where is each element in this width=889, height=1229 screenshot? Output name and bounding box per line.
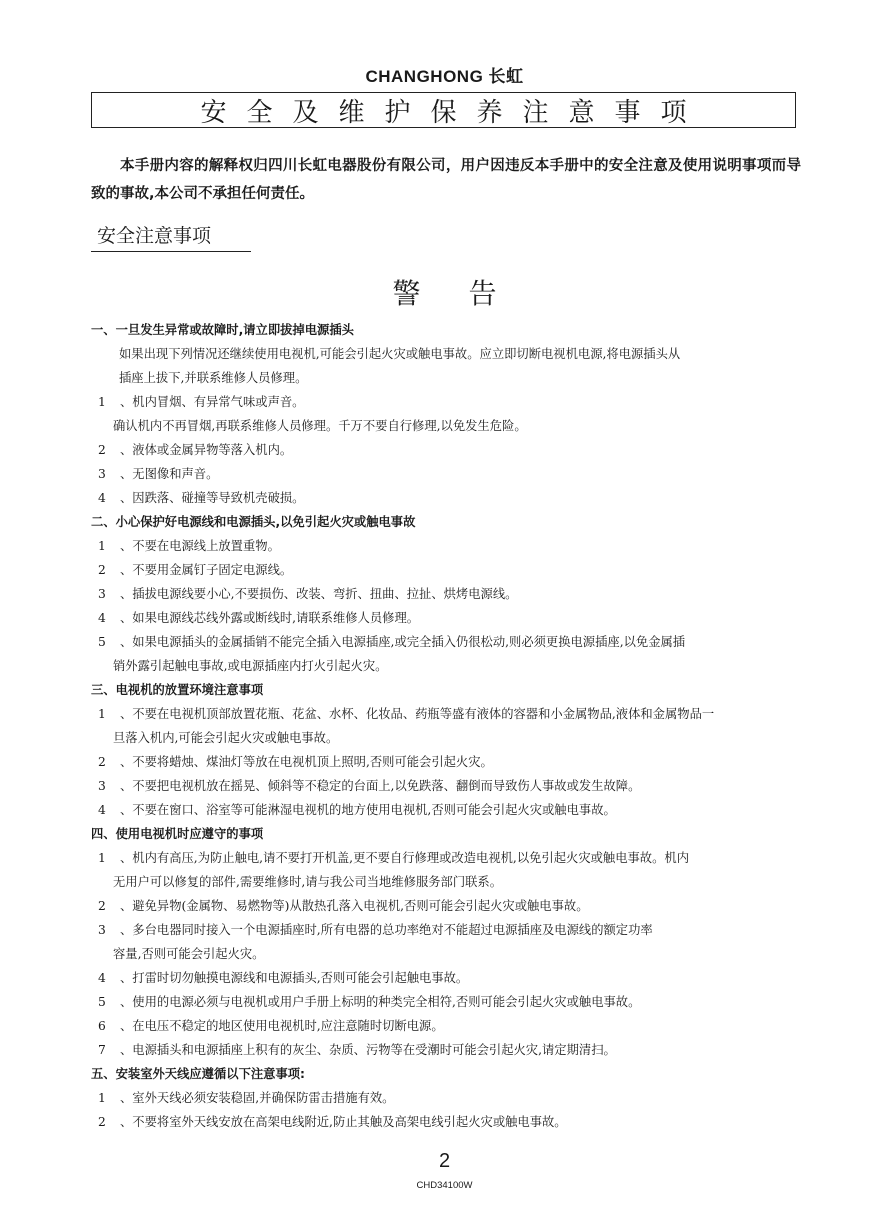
item-number: 2 <box>98 755 106 769</box>
item-text: 、机内有高压,为防止触电,请不要打开机盖,更不要自行修理或改造电视机,以免引起火灾或触电事故。机内 <box>120 851 689 865</box>
warning-heading: 警告 <box>392 277 545 310</box>
list-item <box>91 438 803 462</box>
group-title: 五、安装室外天线应遵循以下注意事项: <box>91 1067 305 1081</box>
item-number: 4 <box>98 491 106 505</box>
item-text: 、不要把电视机放在摇晃、倾斜等不稳定的台面上,以免跌落、翻倒而导致伤人事故或发生故障。 <box>120 779 641 793</box>
group-title: 四、使用电视机时应遵守的事项 <box>91 827 264 841</box>
item-text: 、打雷时切勿触摸电源线和电源插头,否则可能会引起触电事故。 <box>120 971 469 985</box>
list-item <box>91 1014 803 1038</box>
list-item <box>91 1086 803 1110</box>
item-text: 、机内冒烟、有异常气味或声音。 <box>120 395 305 409</box>
item-text: 、不要将室外天线安放在高架电线附近,防止其触及高架电线引起火灾或触电事故。 <box>120 1115 567 1129</box>
item-continuation: 无用户可以修复的部件,需要维修时,请与我公司当地维修服务部门联系。 <box>113 875 503 889</box>
item-number: 3 <box>98 467 106 481</box>
brand-logo: CHANGHONG 长虹 <box>365 67 524 86</box>
list-item <box>91 486 803 510</box>
item-text: 、液体或金属异物等落入机内。 <box>120 443 293 457</box>
group-paragraph: 插座上拔下,并联系维修人员修理。 <box>119 371 308 385</box>
item-number: 1 <box>98 539 106 553</box>
item-text: 、如果电源线芯线外露或断线时,请联系维修人员修理。 <box>120 611 420 625</box>
item-text: 、多台电器同时接入一个电源插座时,所有电器的总功率绝对不能超过电源插座及电源线的额定功率 <box>120 923 653 937</box>
list-item <box>91 918 803 942</box>
section-heading: 安全注意事项 <box>91 222 251 252</box>
item-number: 1 <box>98 707 106 721</box>
list-item <box>91 1110 803 1134</box>
item-number: 7 <box>98 1043 106 1057</box>
item-number: 5 <box>98 635 106 649</box>
item-text: 、使用的电源必须与电视机或用户手册上标明的种类完全相符,否则可能会引起火灾或触电事故。 <box>120 995 641 1009</box>
item-number: 3 <box>98 923 106 937</box>
item-text: 、不要用金属钉子固定电源线。 <box>120 563 293 577</box>
item-text: 、室外天线必须安装稳固,并确保防雷击措施有效。 <box>120 1091 395 1105</box>
item-number: 6 <box>98 1019 106 1033</box>
list-item <box>91 894 803 918</box>
item-number: 3 <box>98 587 106 601</box>
group-title: 三、电视机的放置环境注意事项 <box>91 683 264 697</box>
item-number: 2 <box>98 899 106 913</box>
group-title: 一、一旦发生异常或故障时,请立即拔掉电源插头 <box>91 323 354 337</box>
list-item <box>91 534 803 558</box>
list-item <box>91 630 803 654</box>
item-text: 、不要在窗口、浴室等可能淋湿电视机的地方使用电视机,否则可能会引起火灾或触电事故。 <box>120 803 616 817</box>
item-text: 、因跌落、碰撞等导致机壳破损。 <box>120 491 305 505</box>
intro-disclaimer: 本手册内容的解释权归四川长虹电器股份有限公司，用户因违反本手册中的安全注意及使用说明事项而导致的事故,本公司不承担任何责任。 <box>91 158 801 202</box>
item-text: 、插拔电源线要小心,不要损伤、改装、弯折、扭曲、拉扯、烘烤电源线。 <box>120 587 518 601</box>
item-number: 2 <box>98 443 106 457</box>
item-number: 4 <box>98 803 106 817</box>
item-continuation: 确认机内不再冒烟,再联系维修人员修理。千万不要自行修理,以免发生危险。 <box>113 419 527 433</box>
list-item <box>91 846 803 870</box>
page-code: CHD34100W <box>416 1180 473 1191</box>
page-title: 安全及维护保养注意事项 <box>200 97 707 128</box>
safety-content <box>91 318 803 1134</box>
list-item <box>91 606 803 630</box>
item-text: 、不要将蜡烛、煤油灯等放在电视机顶上照明,否则可能会引起火灾。 <box>120 755 493 769</box>
item-text: 、避免异物(金属物、易燃物等)从散热孔落入电视机,否则可能会引起火灾或触电事故。 <box>120 899 589 913</box>
item-number: 2 <box>98 563 106 577</box>
page-title-box <box>91 92 796 128</box>
item-number: 1 <box>98 395 106 409</box>
item-text: 、不要在电源线上放置重物。 <box>120 539 280 553</box>
list-item <box>91 774 803 798</box>
item-number: 2 <box>98 1115 106 1129</box>
list-item <box>91 582 803 606</box>
item-text: 、如果电源插头的金属插销不能完全插入电源插座,或完全插入仍很松动,则必须更换电源插座,以免金属插 <box>120 635 686 649</box>
item-text: 、在电压不稳定的地区使用电视机时,应注意随时切断电源。 <box>120 1019 444 1033</box>
list-item <box>91 702 803 726</box>
item-number: 4 <box>98 971 106 985</box>
list-item <box>91 750 803 774</box>
item-number: 1 <box>98 851 106 865</box>
list-item <box>91 558 803 582</box>
item-text: 、电源插头和电源插座上积有的灰尘、杂质、污物等在受潮时可能会引起火灾,请定期清扫。 <box>120 1043 616 1057</box>
item-number: 3 <box>98 779 106 793</box>
item-number: 4 <box>98 611 106 625</box>
item-text: 、无图像和声音。 <box>120 467 219 481</box>
list-item <box>91 990 803 1014</box>
list-item <box>91 1038 803 1062</box>
page-number: 2 <box>438 1150 451 1172</box>
item-continuation: 容量,否则可能会引起火灾。 <box>113 947 265 961</box>
item-text: 、不要在电视机顶部放置花瓶、花盆、水杯、化妆品、药瓶等盛有液体的容器和小金属物品,液体和金属物品一 <box>120 707 715 721</box>
item-continuation: 旦落入机内,可能会引起火灾或触电事故。 <box>113 731 339 745</box>
item-continuation: 销外露引起触电事故,或电源插座内打火引起火灾。 <box>113 659 388 673</box>
group-title: 二、小心保护好电源线和电源插头,以免引起火灾或触电事故 <box>91 515 416 529</box>
list-item <box>91 390 803 414</box>
group-paragraph: 如果出现下列情况还继续使用电视机,可能会引起火灾或触电事故。应立即切断电视机电源,将电源插头从 <box>119 347 681 361</box>
list-item <box>91 966 803 990</box>
list-item <box>91 798 803 822</box>
list-item <box>91 462 803 486</box>
item-number: 5 <box>98 995 106 1009</box>
item-number: 1 <box>98 1091 106 1105</box>
